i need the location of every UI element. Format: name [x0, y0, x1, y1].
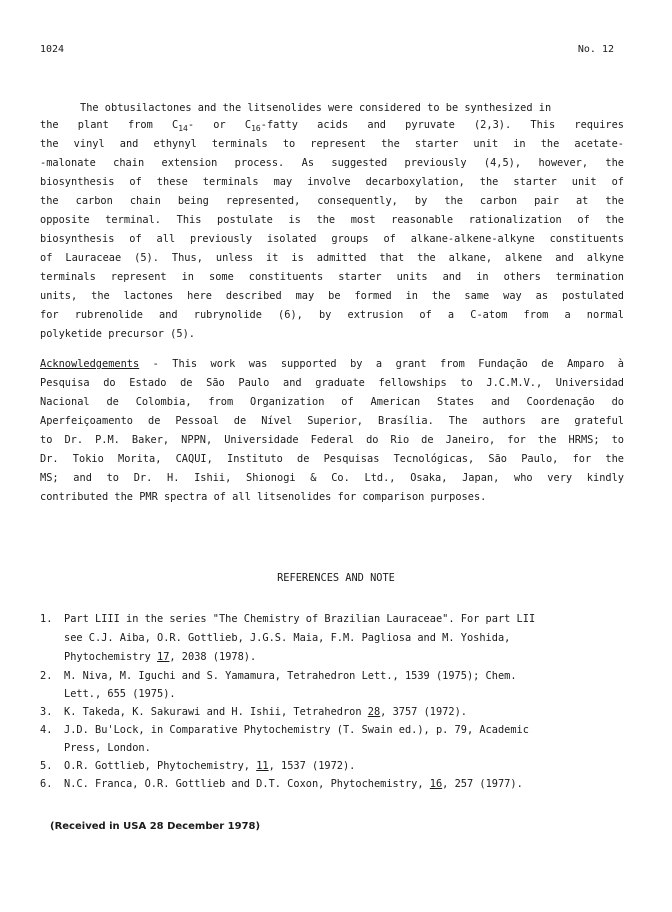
reference-number: 4.	[40, 724, 53, 736]
text-line: N.C. Franca, O.R. Gottlieb and D.T. Coxon, Phytochemistry, 16, 257 (1977).	[64, 778, 523, 790]
text-line: The obtusilactones and the litsenolides were considered to be synthesized in	[80, 102, 552, 114]
text-line: Part LIII in the series "The Chemistry of Brazilian Lauraceae". For part LII	[64, 613, 536, 625]
text-line: the plant from $C_{14}-$ or $C_{16}$-fatty acids and pyruvate (2,3). This requires	[40, 119, 624, 133]
text-line: Press, London.	[64, 742, 151, 754]
text-line: biosynthesis of these terminals may involve decarboxylation, the starter unit of	[40, 176, 624, 188]
text-line: J.D. Bu'Lock, in Comparative Phytochemistry (T. Swain ed.), p. 79, Academic	[64, 724, 529, 736]
text-line: MS; and to Dr. H. Ishii, Shionogi & Co. Ltd., Osaka, Japan, who very kindly	[40, 472, 624, 484]
text-line: biosynthesis of all previously isolated groups of alkane-alkene-alkyne constituents	[40, 233, 624, 245]
text-line: to Dr. P.M. Baker, NPPN, Universidade Federal do Rio de Janeiro, for the HRMS; to	[40, 434, 624, 446]
text-line: polyketide precursor (5).	[40, 328, 195, 340]
text-line: Dr. Tokio Morita, CAQUI, Instituto de Pesquisas Tecnológicas, São Paulo, for the	[40, 453, 624, 465]
text-line: terminals represent in some constituents starter units and in others termination	[40, 271, 624, 283]
reference-number: 3.	[40, 706, 53, 718]
text-line: K. Takeda, K. Sakurawi and H. Ishii, Tetrahedron 28, 3757 (1972).	[64, 706, 467, 718]
references-title: REFERENCES AND NOTE	[277, 572, 395, 584]
text-line: Lett., 655 (1975).	[64, 688, 176, 700]
reference-number: 6.	[40, 778, 53, 790]
text-line: O.R. Gottlieb, Phytochemistry, 11, 1537 (1972).	[64, 760, 356, 772]
text-line: the carbon chain being represented, consequently, by the carbon pair at the	[40, 195, 624, 207]
text-line: M. Niva, M. Iguchi and S. Yamamura, Tetrahedron Lett., 1539 (1975); Chem.	[64, 670, 517, 682]
text-line: see C.J. Aiba, O.R. Gottlieb, J.G.S. Maia, F.M. Pagliosa and M. Yoshida,	[64, 632, 511, 644]
received-date: (Received in USA 28 December 1978)	[50, 821, 261, 832]
text-line: opposite terminal. This postulate is the most reasonable rationalization of the	[40, 214, 624, 226]
text-line: contributed the PMR spectra of all litsenolides for comparison purposes.	[40, 491, 487, 503]
text-line: for rubrenolide and rubrynolide (6), by extrusion of a C-atom from a normal	[40, 309, 624, 321]
reference-number: 5.	[40, 760, 53, 772]
text-line: Phytochemistry 17, 2038 (1978).	[64, 651, 257, 663]
text-line: of Lauraceae (5). Thus, unless it is admitted that the alkane, alkene and alkyne	[40, 252, 624, 264]
reference-number: 1.	[40, 613, 53, 625]
text-line: -malonate chain extension process. As suggested previously (4,5), however, the	[40, 157, 624, 169]
text-line: Acknowledgements - This work was supported by a grant from Fundação de Amparo à	[40, 358, 624, 370]
reference-number: 2.	[40, 670, 53, 682]
text-line: Pesquisa do Estado de São Paulo and graduate fellowships to J.C.M.V., Universidad	[40, 377, 624, 389]
issue-number: No. 12	[577, 44, 614, 55]
acknowledgements-heading: Acknowledgements	[40, 358, 140, 370]
text-line: units, the lactones here described may be formed in the same way as postulated	[40, 290, 624, 302]
text-line: Aperfeiçoamento de Pessoal de Nível Superior, Brasília. The authors are grateful	[40, 415, 624, 427]
page-number: 1024	[40, 44, 65, 55]
text-line: Nacional de Colombia, from Organization of American States and Coordenação do	[40, 396, 624, 408]
text-line: the vinyl and ethynyl terminals to represent the starter unit in the acetate-	[40, 138, 624, 150]
